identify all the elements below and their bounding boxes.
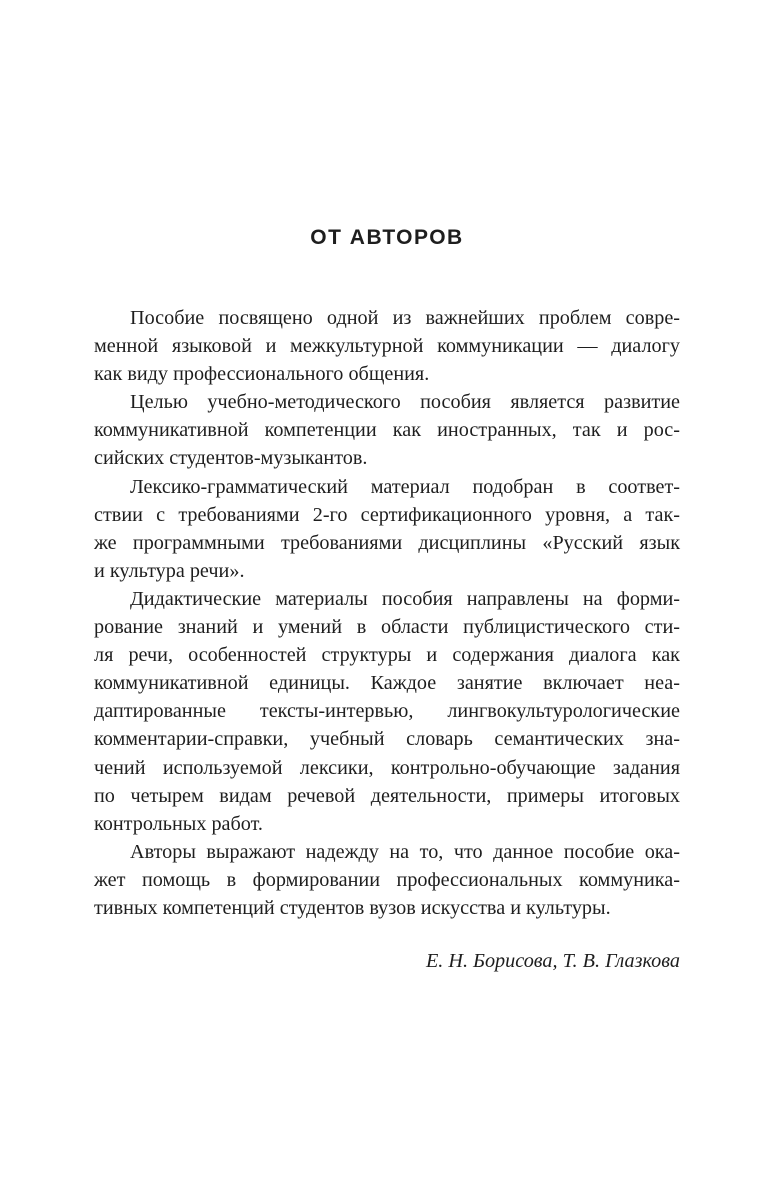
text-line: по четырем видам речевой деятельности, примеры итоговых	[94, 784, 680, 807]
preface-body	[94, 304, 680, 922]
text-line: Пособие посвящено одной из важнейших проблем совре-	[130, 307, 680, 329]
paragraph	[94, 304, 680, 388]
text-line: Целью учебно-методического пособия является развитие	[130, 391, 680, 414]
text-line: Лексико-грамматический материал подобран в соответ-	[130, 475, 680, 498]
text-line: чений используемой лексики, контрольно-обучающие задания	[94, 756, 680, 779]
page-title: ОТ АВТОРОВ	[310, 226, 464, 249]
text-line: Авторы выражают надежду на то, что данное пособие ока-	[130, 840, 680, 863]
text-line: и культура речи».	[94, 559, 245, 582]
text-line: же программными требованиями дисциплины «Русский язык	[94, 531, 680, 554]
paragraph	[94, 838, 680, 922]
text-line: рование знаний и умений в области публицистического сти-	[94, 616, 680, 639]
text-line: Дидактические материалы пособия направлены на форми-	[130, 587, 680, 610]
text-line: жет помощь в формировании профессиональных коммуника-	[94, 868, 680, 891]
paragraph	[94, 388, 680, 472]
text-line: менной языковой и межкультурной коммуникации — диалогу	[94, 335, 680, 358]
text-line: тивных компетенций студентов вузов искусства и культуры.	[94, 896, 611, 919]
text-line: контрольных работ.	[94, 812, 263, 835]
text-line: комментарии-справки, учебный словарь семантических зна-	[94, 728, 680, 751]
text-line: ствии с требованиями 2-го сертификационного уровня, а так-	[94, 503, 680, 526]
paragraph	[94, 473, 680, 585]
author-signature: Е. Н. Борисова, Т. В. Глазкова	[425, 950, 680, 972]
paragraph	[94, 585, 680, 838]
text-line: даптированные тексты-интервью, лингвокультурологические	[94, 700, 680, 723]
text-line: коммуникативной компетенции как иностранных, так и рос-	[94, 419, 680, 442]
text-line: сийских студентов-музыкантов.	[94, 447, 368, 470]
text-line: ля речи, особенностей структуры и содержания диалога как	[94, 644, 680, 667]
text-line: коммуникативной единицы. Каждое занятие включает неа-	[94, 672, 680, 695]
text-line: как виду профессионального общения.	[94, 363, 430, 386]
